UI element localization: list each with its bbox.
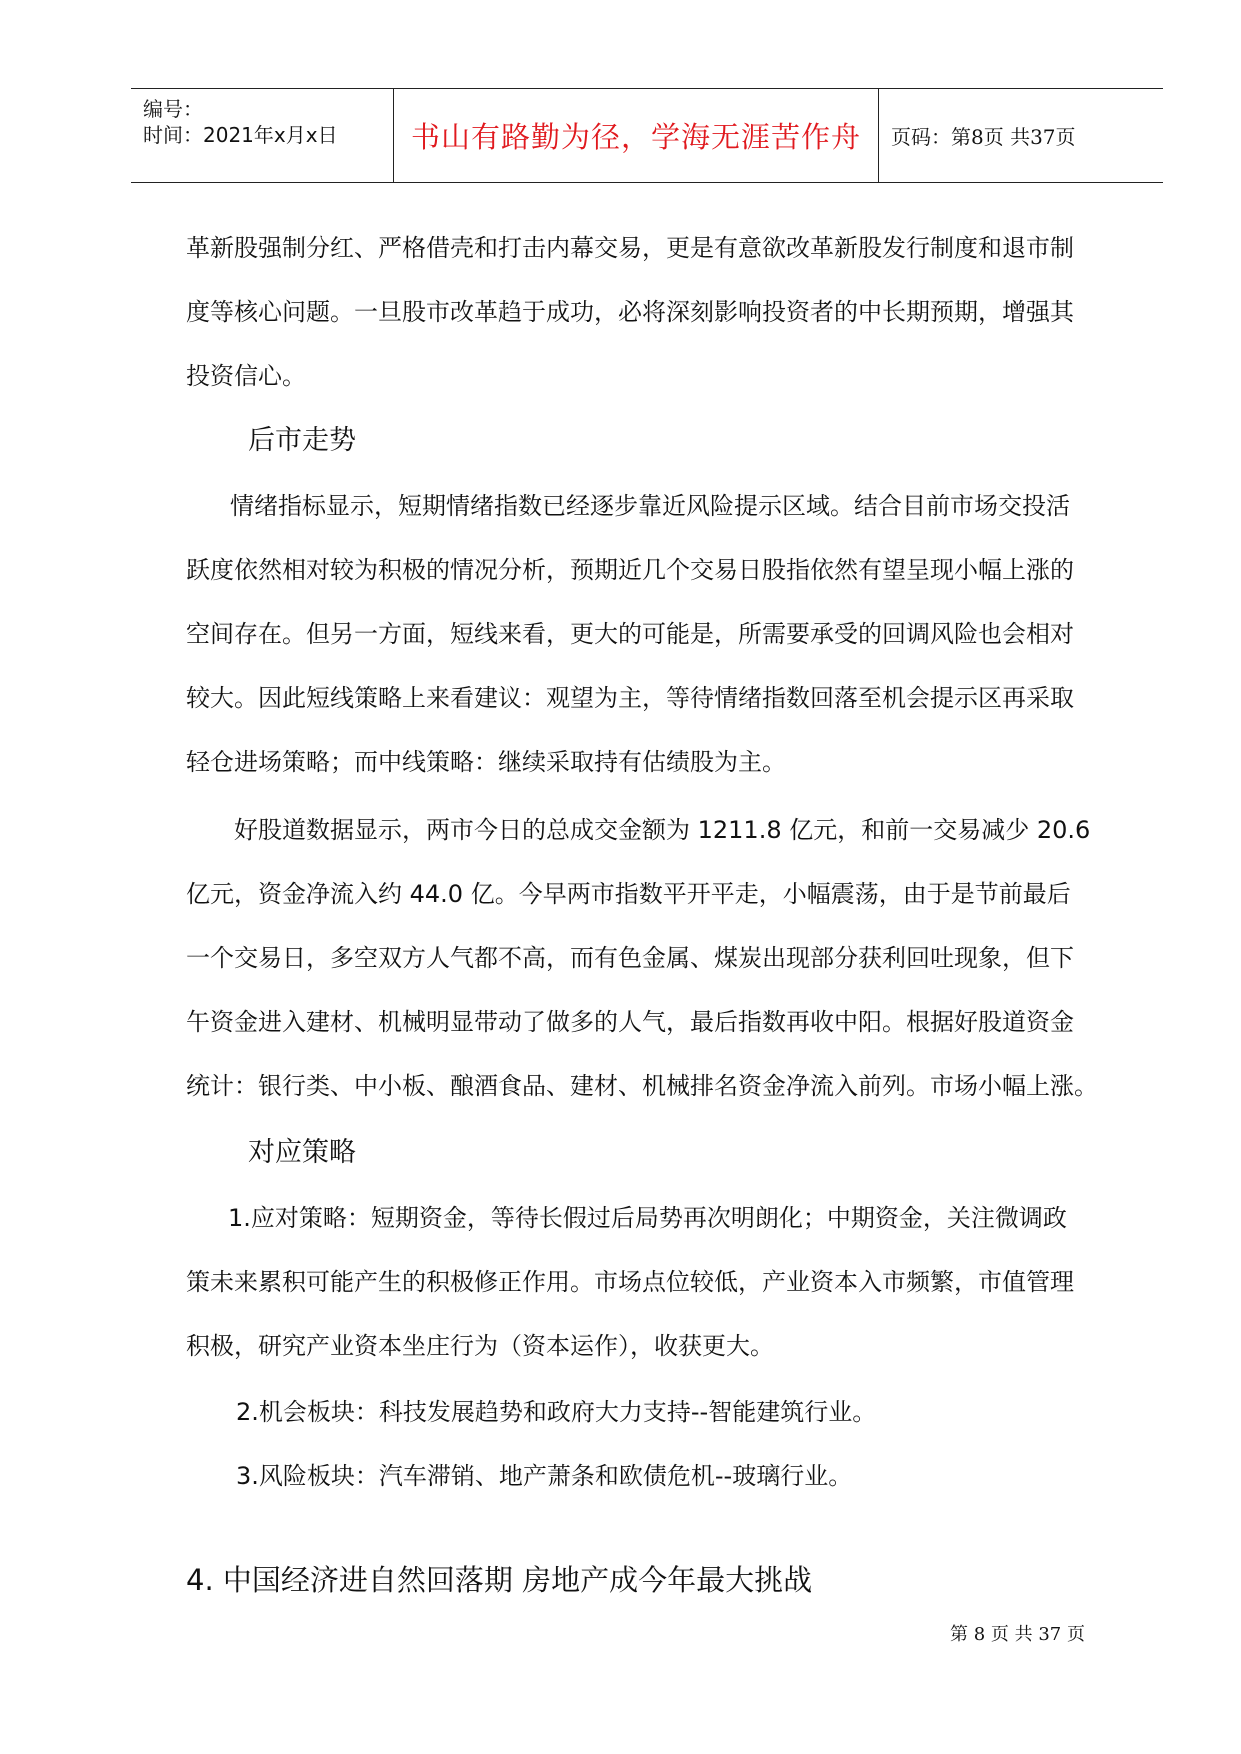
motto-text: 书山有路勤为径，学海无涯苦作舟: [410, 120, 861, 154]
text-line: 亿元，资金净流入约 44.0 亿。今早两市指数平开平走，小幅震荡，由于是节前最后: [186, 880, 1071, 908]
text-line: 一个交易日，多空双方人气都不高，而有色金属、煤炭出现部分获利回吐现象，但下: [186, 944, 1074, 972]
text-line: 统计：银行类、中小板、酿酒食品、建材、机械排名资金净流入前列。市场小幅上涨。: [186, 1072, 1098, 1100]
text-line: 午资金进入建材、机械明显带动了做多的人气，最后指数再收中阳。根据好股道资金: [186, 1008, 1074, 1036]
header-page-cell: [879, 89, 1163, 182]
section-heading-4: 4. 中国经济进自然回落期 房地产成今年最大挑战: [186, 1563, 813, 1597]
text-line: 革新股强制分红、严格借壳和打击内幕交易，更是有意欲改革新股发行制度和退市制: [186, 234, 1074, 262]
heading-strategy: 对应策略: [248, 1137, 356, 1168]
header-meta: [131, 89, 394, 182]
page-footer: 第 8 页 共 37 页: [950, 1624, 1085, 1645]
text-line: 空间存在。但另一方面，短线来看，更大的可能是，所需要承受的回调风险也会相对: [186, 620, 1074, 648]
page-header: [131, 88, 1163, 183]
header-motto-cell: [394, 89, 879, 182]
text-line: 跃度依然相对较为积极的情况分析，预期近几个交易日股指依然有望呈现小幅上涨的: [186, 556, 1074, 584]
text-line: 度等核心问题。一旦股市改革趋于成功，必将深刻影响投资者的中长期预期，增强其: [186, 298, 1074, 326]
text-line: 1.应对策略：短期资金，等待长假过后局势再次明朗化；中期资金，关注微调政: [228, 1204, 1067, 1232]
list-item-opportunity: 2.机会板块：科技发展趋势和政府大力支持--智能建筑行业。: [236, 1398, 877, 1426]
text-line: 轻仓进场策略；而中线策略：继续采取持有估绩股为主。: [186, 748, 786, 776]
text-line: 好股道数据显示，两市今日的总成交金额为 1211.8 亿元，和前一交易减少 20.6: [234, 816, 1091, 844]
text-line: 积极，研究产业资本坐庄行为（资本运作），收获更大。: [186, 1332, 774, 1360]
list-item-risk: 3.风险板块：汽车滞销、地产萧条和欧债危机--玻璃行业。: [236, 1462, 853, 1490]
text-line: 策未来累积可能产生的积极修正作用。市场点位较低，产业资本入市频繁，市值管理: [186, 1268, 1074, 1296]
heading-trend: 后市走势: [248, 425, 356, 456]
page-code: 页码：第8页 共37页: [891, 125, 1076, 149]
number-label: 编号：: [143, 97, 203, 121]
text-line: 情绪指标显示，短期情绪指数已经逐步靠近风险提示区域。结合目前市场交投活: [230, 492, 1070, 520]
text-line: 较大。因此短线策略上来看建议：观望为主，等待情绪指数回落至机会提示区再采取: [186, 684, 1074, 712]
time-label: 时间：2021年x月x日: [143, 123, 338, 147]
text-line: 投资信心。: [186, 362, 306, 390]
